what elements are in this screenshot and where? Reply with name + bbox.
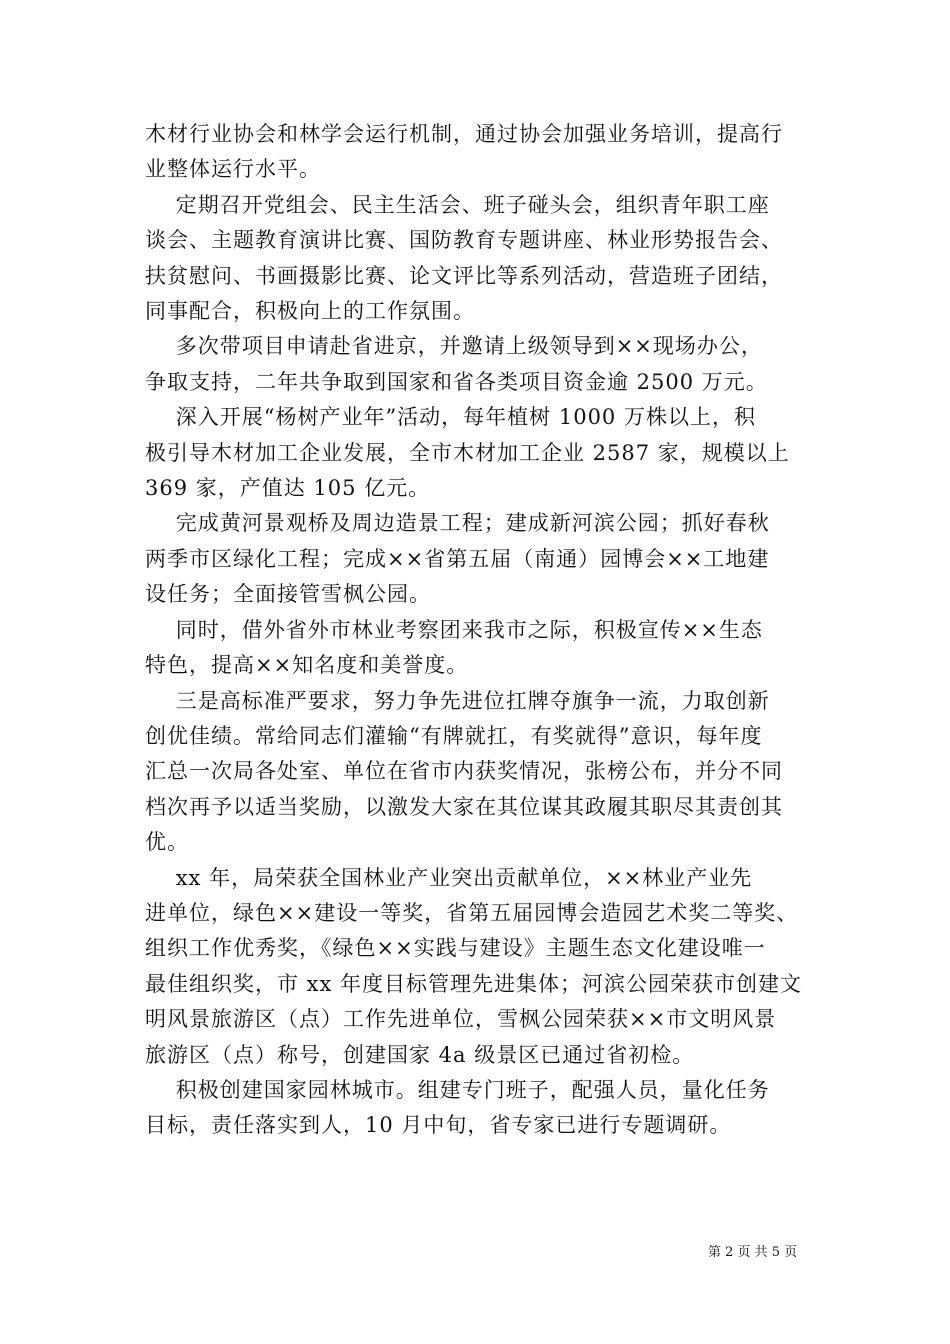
document-body — [145, 117, 825, 1144]
paragraph-7: 三是高标准严要求，努力争先进位扛牌夺旗争一流，力取创新 创优佳绩。常给同志们灌输“有牌就扛，有奖就得”意识，每年度 汇总一次局各处室、单位在省市内获奖情况，张榜公布，并分不同 档次再予以适当奖励，以激发大家在其位谋其政履其职尽其责创其 优。 — [145, 688, 783, 855]
paragraph-6: 同时，借外省外市林业考察团来我市之际，积极宣传××生态 特色，提高××知名度和美誉度。 — [145, 617, 763, 678]
paragraph-5: 完成黄河景观桥及周边造景工程；建成新河滨公园；抓好春秋 两季市区绿化工程；完成××省第五届（南通）园博会××工地建 设任务；全面接管雪枫公园。 — [145, 511, 770, 607]
paragraph-3: 多次带项目申请赴省进京，并邀请上级领导到××现场办公， 争取支持，二年共争取到国家和省各类项目资金逾 2500 万元。 — [145, 334, 768, 394]
paragraph-1: 木材行业协会和林学会运行机制，通过协会加强业务培训，提高行 业整体运行水平。 — [145, 122, 783, 182]
paragraph-8: xx 年，局荣获全国林业产业突出贡献单位，××林业产业先 进单位，绿色××建设一等奖，省第五届园博会造园艺术奖二等奖、 组织工作优秀奖，《绿色××实践与建设》主题生态文化建设唯一 最佳组织奖，市 xx 年度目标管理先进集体；河滨公园荣获市创建文 明风景旅游区（点）工作先进单位，雪枫公园荣获××市文明风景 旅游区（点）称号，创建国家 4a 级景区已通过省初检。 — [145, 865, 803, 1067]
paragraph-2: 定期召开党组会、民主生活会、班子碰头会，组织青年职工座 谈会、主题教育演讲比赛、国防教育专题讲座、林业形势报告会、 扶贫慰问、书画摄影比赛、论文评比等系列活动，营造班子团结， 同事配合，积极向上的工作氛围。 — [145, 192, 783, 324]
paragraph-4: 深入开展“杨树产业年”活动，每年植树 1000 万株以上，积 极引导木材加工企业发展，全市木材加工企业 2587 家，规模以上 369 家，产值达 105 亿元。 — [145, 405, 790, 501]
page-number-footer: 第 2 页 共 5 页 — [708, 1245, 798, 1260]
paragraph-9: 积极创建国家园林城市。组建专门班子，配强人员，量化任务 目标，责任落实到人，10 月中旬，省专家已进行专题调研。 — [145, 1077, 770, 1138]
